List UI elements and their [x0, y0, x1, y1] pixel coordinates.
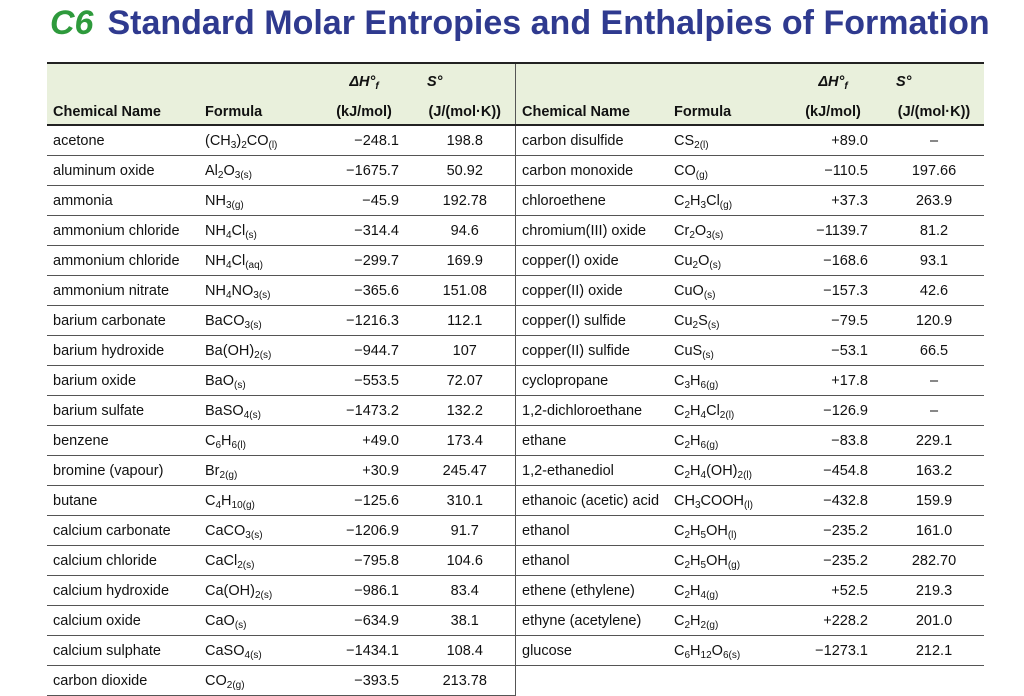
- formula: $C_2H_5OH_{(l)}$: [674, 516, 782, 546]
- chemical-name: barium oxide: [47, 366, 205, 396]
- entropy-value: 94.6: [415, 216, 515, 246]
- chemical-name: ethane: [516, 426, 674, 456]
- chemical-name: chromium(III) oxide: [516, 216, 674, 246]
- formula: $Cu_2O_{(s)}$: [674, 246, 782, 276]
- chemical-name: carbon dioxide: [47, 666, 205, 696]
- formula: $CO_{2(g)}$: [205, 666, 313, 696]
- table-row: [47, 456, 515, 486]
- table-row: [47, 636, 515, 666]
- chemical-name: ammonia: [47, 186, 205, 216]
- enthalpy-value: −1473.2: [313, 396, 415, 426]
- enthalpy-value: +17.8: [782, 366, 884, 396]
- enthalpy-value: −248.1: [313, 125, 415, 156]
- table-row: [47, 246, 515, 276]
- header-hf-unit-right: (kJ/mol): [782, 90, 884, 125]
- entropy-value: 263.9: [884, 186, 984, 216]
- formula: CaCO$_{3(s)}$: [205, 516, 313, 546]
- table-row: [47, 125, 515, 156]
- chemical-name: 1,2-dichloroethane: [516, 396, 674, 426]
- entropy-value: 104.6: [415, 546, 515, 576]
- entropy-value: 112.1: [415, 306, 515, 336]
- formula: $C_6H_{6(l)}$: [205, 426, 313, 456]
- formula: CuO$_{(s)}$: [674, 276, 782, 306]
- s-symbol-right: S°: [884, 63, 984, 90]
- table-row: [47, 306, 515, 336]
- chemical-name: benzene: [47, 426, 205, 456]
- chemical-name: ammonium nitrate: [47, 276, 205, 306]
- table-row: [47, 366, 515, 396]
- chemical-name: calcium oxide: [47, 606, 205, 636]
- entropy-value: 38.1: [415, 606, 515, 636]
- entropy-value: 192.78: [415, 186, 515, 216]
- entropy-value: 107: [415, 336, 515, 366]
- entropy-value: –: [884, 366, 984, 396]
- table-row: [47, 516, 515, 546]
- formula: $Ca(OH)_{2(s)}$: [205, 576, 313, 606]
- formula: BaO$_{(s)}$: [205, 366, 313, 396]
- chemical-name: calcium chloride: [47, 546, 205, 576]
- chemical-name: copper(I) sulfide: [516, 306, 674, 336]
- enthalpy-value: −1206.9: [313, 516, 415, 546]
- entropy-value: 42.6: [884, 276, 984, 306]
- enthalpy-value: −314.4: [313, 216, 415, 246]
- chemical-name: carbon monoxide: [516, 156, 674, 186]
- entropy-value: 173.4: [415, 426, 515, 456]
- table-row: [47, 186, 515, 216]
- formula: $C_2H_4(OH)_{2(l)}$: [674, 456, 782, 486]
- table-row: [47, 276, 515, 306]
- entropy-value: 310.1: [415, 486, 515, 516]
- formula: $C_2H_{2(g)}$: [674, 606, 782, 636]
- table-row: [47, 576, 515, 606]
- chemical-name: copper(II) oxide: [516, 276, 674, 306]
- table-row: [516, 576, 984, 606]
- formula: $NH_4NO_{3(s)}$: [205, 276, 313, 306]
- table-row: [516, 516, 984, 546]
- enthalpy-value: −986.1: [313, 576, 415, 606]
- table-row: [516, 456, 984, 486]
- formula: $(CH_3)_2CO_{(l)}$: [205, 125, 313, 156]
- table-row: [516, 336, 984, 366]
- entropy-value: 50.92: [415, 156, 515, 186]
- chemical-name: ethanol: [516, 546, 674, 576]
- formula: CaO$_{(s)}$: [205, 606, 313, 636]
- table-row: [516, 125, 984, 156]
- enthalpy-value: −83.8: [782, 426, 884, 456]
- entropy-value: 229.1: [884, 426, 984, 456]
- table-row: [47, 546, 515, 576]
- chemical-name: glucose: [516, 636, 674, 666]
- chemical-name: ethanoic (acetic) acid: [516, 486, 674, 516]
- enthalpy-value: −365.6: [313, 276, 415, 306]
- hf-symbol-right: $\Delta H^\circ_f$: [782, 63, 884, 90]
- formula: $C_2H_5OH_{(g)}$: [674, 546, 782, 576]
- table-row: [516, 546, 984, 576]
- enthalpy-value: +30.9: [313, 456, 415, 486]
- table-row: [516, 276, 984, 306]
- chemical-name: ethanol: [516, 516, 674, 546]
- page-title: [50, 4, 990, 50]
- formula: $CH_3COOH_{(l)}$: [674, 486, 782, 516]
- right-table: [516, 62, 984, 666]
- table-row: [47, 396, 515, 426]
- entropy-value: 161.0: [884, 516, 984, 546]
- entropy-value: 213.78: [415, 666, 515, 696]
- entropy-value: –: [884, 125, 984, 156]
- chemical-name: copper(II) sulfide: [516, 336, 674, 366]
- formula: $C_2H_{6(g)}$: [674, 426, 782, 456]
- entropy-value: 108.4: [415, 636, 515, 666]
- formula: $NH_{3(g)}$: [205, 186, 313, 216]
- enthalpy-value: −125.6: [313, 486, 415, 516]
- enthalpy-value: +37.3: [782, 186, 884, 216]
- table-row: [516, 486, 984, 516]
- formula: BaSO$_{4(s)}$: [205, 396, 313, 426]
- entropy-value: 198.8: [415, 125, 515, 156]
- enthalpy-value: −795.8: [313, 546, 415, 576]
- formula: $CO_{(g)}$: [674, 156, 782, 186]
- table-row: [516, 366, 984, 396]
- formula: CuS$_{(s)}$: [674, 336, 782, 366]
- chemical-name: cyclopropane: [516, 366, 674, 396]
- chemical-name: barium hydroxide: [47, 336, 205, 366]
- formula: $C_4H_{10(g)}$: [205, 486, 313, 516]
- table-row: [516, 216, 984, 246]
- chemical-name: ethene (ethylene): [516, 576, 674, 606]
- entropy-value: 120.9: [884, 306, 984, 336]
- entropy-value: –: [884, 396, 984, 426]
- s-symbol: S°: [415, 63, 515, 90]
- header-formula-right: Formula: [674, 90, 782, 125]
- enthalpy-value: −79.5: [782, 306, 884, 336]
- header-chemical-name-right: Chemical Name: [516, 90, 674, 125]
- enthalpy-value: +89.0: [782, 125, 884, 156]
- formula: $C_2H_{4(g)}$: [674, 576, 782, 606]
- chemical-name: butane: [47, 486, 205, 516]
- chemical-name: acetone: [47, 125, 205, 156]
- chemical-name: barium carbonate: [47, 306, 205, 336]
- header-hf-unit: (kJ/mol): [313, 90, 415, 125]
- enthalpy-value: −1273.1: [782, 636, 884, 666]
- formula: $Br_{2(g)}$: [205, 456, 313, 486]
- table-row: [516, 246, 984, 276]
- entropy-value: 212.1: [884, 636, 984, 666]
- formula: $CS_{2(l)}$: [674, 125, 782, 156]
- table-code: C6: [50, 4, 94, 42]
- formula: $C_3H_{6(g)}$: [674, 366, 782, 396]
- formula: CaSO$_{4(s)}$: [205, 636, 313, 666]
- enthalpy-value: +49.0: [313, 426, 415, 456]
- chemical-name: barium sulfate: [47, 396, 205, 426]
- entropy-value: 151.08: [415, 276, 515, 306]
- table-row: [516, 636, 984, 666]
- chemical-name: chloroethene: [516, 186, 674, 216]
- chemical-name: copper(I) oxide: [516, 246, 674, 276]
- entropy-value: 72.07: [415, 366, 515, 396]
- chemical-name: calcium sulphate: [47, 636, 205, 666]
- chemical-name: ammonium chloride: [47, 246, 205, 276]
- table-row: [516, 606, 984, 636]
- table-row: [47, 426, 515, 456]
- entropy-value: 282.70: [884, 546, 984, 576]
- enthalpy-value: −126.9: [782, 396, 884, 426]
- enthalpy-value: −168.6: [782, 246, 884, 276]
- chemical-name: calcium hydroxide: [47, 576, 205, 606]
- enthalpy-value: −944.7: [313, 336, 415, 366]
- table-row: [516, 186, 984, 216]
- table-row: [47, 486, 515, 516]
- formula: $C_2H_3Cl_{(g)}$: [674, 186, 782, 216]
- entropy-value: 197.66: [884, 156, 984, 186]
- table-row: [47, 216, 515, 246]
- enthalpy-value: −1675.7: [313, 156, 415, 186]
- entropy-value: 81.2: [884, 216, 984, 246]
- enthalpy-value: −432.8: [782, 486, 884, 516]
- entropy-value: 169.9: [415, 246, 515, 276]
- chemical-name: 1,2-ethanediol: [516, 456, 674, 486]
- entropy-value: 132.2: [415, 396, 515, 426]
- enthalpy-value: −299.7: [313, 246, 415, 276]
- chemical-name: ammonium chloride: [47, 216, 205, 246]
- header-s-unit: (J/(mol·K)): [415, 90, 515, 125]
- formula: $C_2H_4Cl_{2(l)}$: [674, 396, 782, 426]
- formula: $Al_2O_{3(s)}$: [205, 156, 313, 186]
- enthalpy-value: −1139.7: [782, 216, 884, 246]
- chemical-name: aluminum oxide: [47, 156, 205, 186]
- entropy-value: 83.4: [415, 576, 515, 606]
- table-row: [47, 156, 515, 186]
- table-row: [516, 306, 984, 336]
- formula: BaCO$_{3(s)}$: [205, 306, 313, 336]
- table-row: [47, 606, 515, 636]
- enthalpy-value: +228.2: [782, 606, 884, 636]
- enthalpy-value: −235.2: [782, 546, 884, 576]
- formula: $Cu_2S_{(s)}$: [674, 306, 782, 336]
- hf-symbol: $\Delta H^\circ_f$: [313, 63, 415, 90]
- entropy-value: 219.3: [884, 576, 984, 606]
- header-chemical-name: Chemical Name: [47, 90, 205, 125]
- enthalpy-value: −157.3: [782, 276, 884, 306]
- enthalpy-value: −634.9: [313, 606, 415, 636]
- table-row: [516, 156, 984, 186]
- formula: $C_6H_{12}O_{6(s)}$: [674, 636, 782, 666]
- enthalpy-value: −53.1: [782, 336, 884, 366]
- formula: CaCl$_{2(s)}$: [205, 546, 313, 576]
- formula: $NH_4Cl_{(s)}$: [205, 216, 313, 246]
- chemical-name: calcium carbonate: [47, 516, 205, 546]
- entropy-value: 163.2: [884, 456, 984, 486]
- table-row: [516, 426, 984, 456]
- table-row: [47, 336, 515, 366]
- table-title: Standard Molar Entropies and Enthalpies of Formation: [107, 4, 990, 42]
- table-row: [516, 396, 984, 426]
- enthalpy-value: −454.8: [782, 456, 884, 486]
- chemical-name: ethyne (acetylene): [516, 606, 674, 636]
- entropy-value: 159.9: [884, 486, 984, 516]
- enthalpy-value: −393.5: [313, 666, 415, 696]
- entropy-value: 66.5: [884, 336, 984, 366]
- chemical-name: bromine (vapour): [47, 456, 205, 486]
- formula: $Ba(OH)_{2(s)}$: [205, 336, 313, 366]
- chemical-name: carbon disulfide: [516, 125, 674, 156]
- enthalpy-value: −110.5: [782, 156, 884, 186]
- formula: $NH_4Cl_{(aq)}$: [205, 246, 313, 276]
- enthalpy-value: −235.2: [782, 516, 884, 546]
- enthalpy-value: −45.9: [313, 186, 415, 216]
- entropy-value: 245.47: [415, 456, 515, 486]
- header-formula: Formula: [205, 90, 313, 125]
- table-row: [47, 666, 515, 696]
- left-table: [47, 62, 516, 696]
- header-s-unit-right: (J/(mol·K)): [884, 90, 984, 125]
- entropy-value: 91.7: [415, 516, 515, 546]
- entropy-value: 201.0: [884, 606, 984, 636]
- enthalpy-value: −553.5: [313, 366, 415, 396]
- enthalpy-value: −1434.1: [313, 636, 415, 666]
- formula: $Cr_2O_{3(s)}$: [674, 216, 782, 246]
- enthalpy-value: +52.5: [782, 576, 884, 606]
- enthalpy-value: −1216.3: [313, 306, 415, 336]
- entropy-value: 93.1: [884, 246, 984, 276]
